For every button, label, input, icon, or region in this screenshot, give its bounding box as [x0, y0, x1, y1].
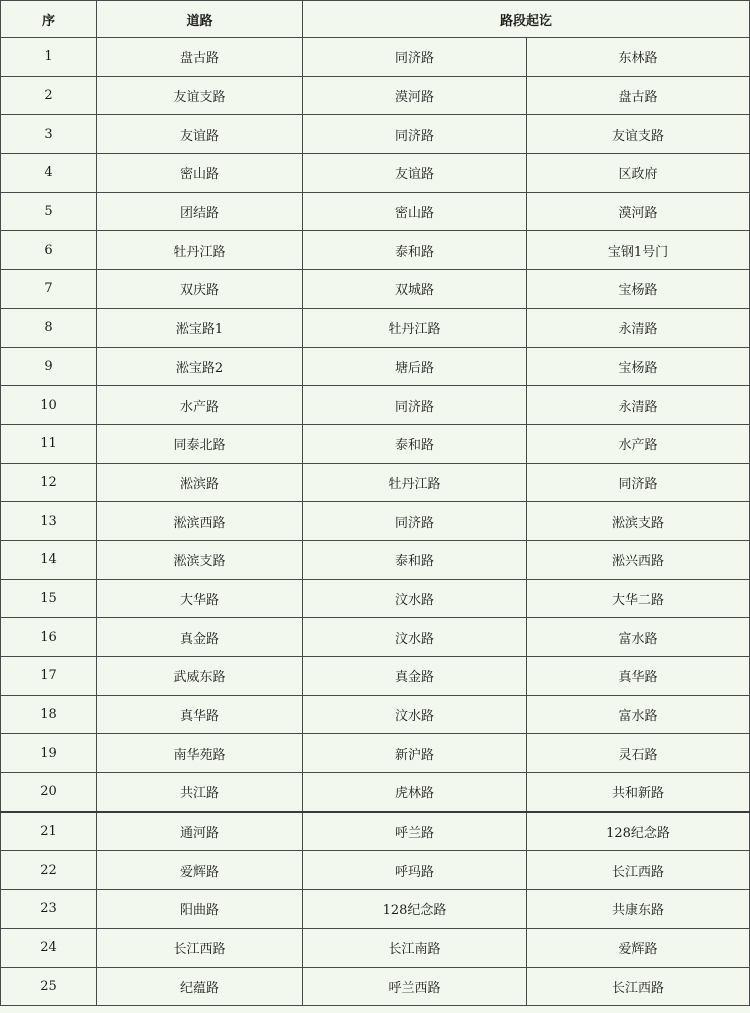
row-section-to: 真华路 — [527, 657, 750, 696]
table-row — [1, 890, 750, 929]
row-section-from: 新沪路 — [303, 734, 527, 773]
row-seq: 11 — [1, 424, 97, 463]
row-seq: 9 — [1, 347, 97, 386]
row-seq: 20 — [1, 773, 97, 812]
row-section-from: 128纪念路 — [303, 890, 527, 929]
table-row — [1, 812, 750, 851]
row-section-from: 真金路 — [303, 657, 527, 696]
header-section: 路段起讫 — [303, 1, 750, 38]
row-seq: 16 — [1, 618, 97, 657]
row-section-from: 密山路 — [303, 192, 527, 231]
row-section-to: 宝杨路 — [527, 347, 750, 386]
row-road: 淞滨支路 — [97, 540, 303, 579]
row-section-to: 宝钢1号门 — [527, 231, 750, 270]
row-section-to: 东林路 — [527, 38, 750, 77]
row-section-to: 长江西路 — [527, 851, 750, 890]
row-road: 友谊支路 — [97, 76, 303, 115]
row-seq: 15 — [1, 579, 97, 618]
row-road: 同泰北路 — [97, 424, 303, 463]
table-row — [1, 308, 750, 347]
row-seq: 6 — [1, 231, 97, 270]
table-row — [1, 540, 750, 579]
row-road: 真金路 — [97, 618, 303, 657]
table-row — [1, 502, 750, 541]
row-seq: 18 — [1, 695, 97, 734]
row-seq: 8 — [1, 308, 97, 347]
row-seq: 2 — [1, 76, 97, 115]
row-section-to: 永清路 — [527, 386, 750, 425]
table-row — [1, 851, 750, 890]
row-road: 水产路 — [97, 386, 303, 425]
row-seq: 25 — [1, 967, 97, 1006]
table-row — [1, 579, 750, 618]
row-section-to: 灵石路 — [527, 734, 750, 773]
row-section-to: 水产路 — [527, 424, 750, 463]
row-road: 淞宝路1 — [97, 308, 303, 347]
header-road: 道路 — [97, 1, 303, 38]
row-seq: 24 — [1, 928, 97, 967]
row-section-from: 双城路 — [303, 270, 527, 309]
row-section-from: 塘后路 — [303, 347, 527, 386]
row-section-from: 汶水路 — [303, 579, 527, 618]
row-seq: 7 — [1, 270, 97, 309]
row-section-from: 同济路 — [303, 502, 527, 541]
row-road: 通河路 — [97, 812, 303, 851]
row-section-from: 泰和路 — [303, 231, 527, 270]
row-section-from: 同济路 — [303, 386, 527, 425]
table-row — [1, 424, 750, 463]
row-section-from: 汶水路 — [303, 695, 527, 734]
row-section-from: 同济路 — [303, 38, 527, 77]
row-seq: 17 — [1, 657, 97, 696]
table-row — [1, 618, 750, 657]
row-section-to: 友谊支路 — [527, 115, 750, 154]
row-section-from: 虎林路 — [303, 773, 527, 812]
row-road: 淞宝路2 — [97, 347, 303, 386]
row-road: 密山路 — [97, 154, 303, 193]
row-road: 淞滨路 — [97, 463, 303, 502]
row-seq: 12 — [1, 463, 97, 502]
row-road: 大华路 — [97, 579, 303, 618]
row-road: 纪蕴路 — [97, 967, 303, 1006]
table-row — [1, 657, 750, 696]
row-section-from: 泰和路 — [303, 424, 527, 463]
row-section-from: 呼兰西路 — [303, 967, 527, 1006]
row-road: 阳曲路 — [97, 890, 303, 929]
row-seq: 3 — [1, 115, 97, 154]
row-section-from: 友谊路 — [303, 154, 527, 193]
row-seq: 13 — [1, 502, 97, 541]
row-seq: 5 — [1, 192, 97, 231]
row-section-from: 牡丹江路 — [303, 463, 527, 502]
row-section-to: 淞兴西路 — [527, 540, 750, 579]
table-row — [1, 463, 750, 502]
table-row — [1, 928, 750, 967]
table-row — [1, 231, 750, 270]
header-seq: 序 — [1, 1, 97, 38]
row-section-to: 富水路 — [527, 695, 750, 734]
row-seq: 14 — [1, 540, 97, 579]
row-road: 真华路 — [97, 695, 303, 734]
row-road: 淞滨西路 — [97, 502, 303, 541]
row-road: 南华苑路 — [97, 734, 303, 773]
table-row — [1, 38, 750, 77]
row-road: 双庆路 — [97, 270, 303, 309]
row-section-to: 共和新路 — [527, 773, 750, 812]
row-road: 爱辉路 — [97, 851, 303, 890]
row-section-to: 同济路 — [527, 463, 750, 502]
table-body — [1, 38, 750, 1006]
row-section-to: 富水路 — [527, 618, 750, 657]
row-section-to: 爱辉路 — [527, 928, 750, 967]
row-seq: 4 — [1, 154, 97, 193]
row-road: 共江路 — [97, 773, 303, 812]
table-row — [1, 154, 750, 193]
row-road: 盘古路 — [97, 38, 303, 77]
row-section-from: 呼兰路 — [303, 812, 527, 851]
row-section-to: 淞滨支路 — [527, 502, 750, 541]
row-road: 牡丹江路 — [97, 231, 303, 270]
row-road: 武威东路 — [97, 657, 303, 696]
row-seq: 19 — [1, 734, 97, 773]
row-section-from: 漠河路 — [303, 76, 527, 115]
table-row — [1, 734, 750, 773]
row-section-from: 汶水路 — [303, 618, 527, 657]
row-section-from: 泰和路 — [303, 540, 527, 579]
row-road: 长江西路 — [97, 928, 303, 967]
row-section-to: 永清路 — [527, 308, 750, 347]
row-section-to: 长江西路 — [527, 967, 750, 1006]
header-row — [1, 1, 750, 38]
row-seq: 1 — [1, 38, 97, 77]
row-road: 团结路 — [97, 192, 303, 231]
row-section-to: 宝杨路 — [527, 270, 750, 309]
row-seq: 22 — [1, 851, 97, 890]
table-row — [1, 695, 750, 734]
row-section-to: 大华二路 — [527, 579, 750, 618]
row-seq: 23 — [1, 890, 97, 929]
row-section-to: 128纪念路 — [527, 812, 750, 851]
table-row — [1, 347, 750, 386]
row-section-from: 呼玛路 — [303, 851, 527, 890]
row-section-from: 长江南路 — [303, 928, 527, 967]
table-row — [1, 773, 750, 812]
table-row — [1, 115, 750, 154]
row-road: 友谊路 — [97, 115, 303, 154]
table-row — [1, 386, 750, 425]
table-row — [1, 76, 750, 115]
table-row — [1, 967, 750, 1006]
table-row — [1, 270, 750, 309]
row-section-to: 盘古路 — [527, 76, 750, 115]
row-section-to: 共康东路 — [527, 890, 750, 929]
row-section-to: 区政府 — [527, 154, 750, 193]
row-section-to: 漠河路 — [527, 192, 750, 231]
row-section-from: 同济路 — [303, 115, 527, 154]
row-seq: 21 — [1, 812, 97, 851]
table-header — [1, 1, 750, 38]
row-seq: 10 — [1, 386, 97, 425]
table-row — [1, 192, 750, 231]
row-section-from: 牡丹江路 — [303, 308, 527, 347]
